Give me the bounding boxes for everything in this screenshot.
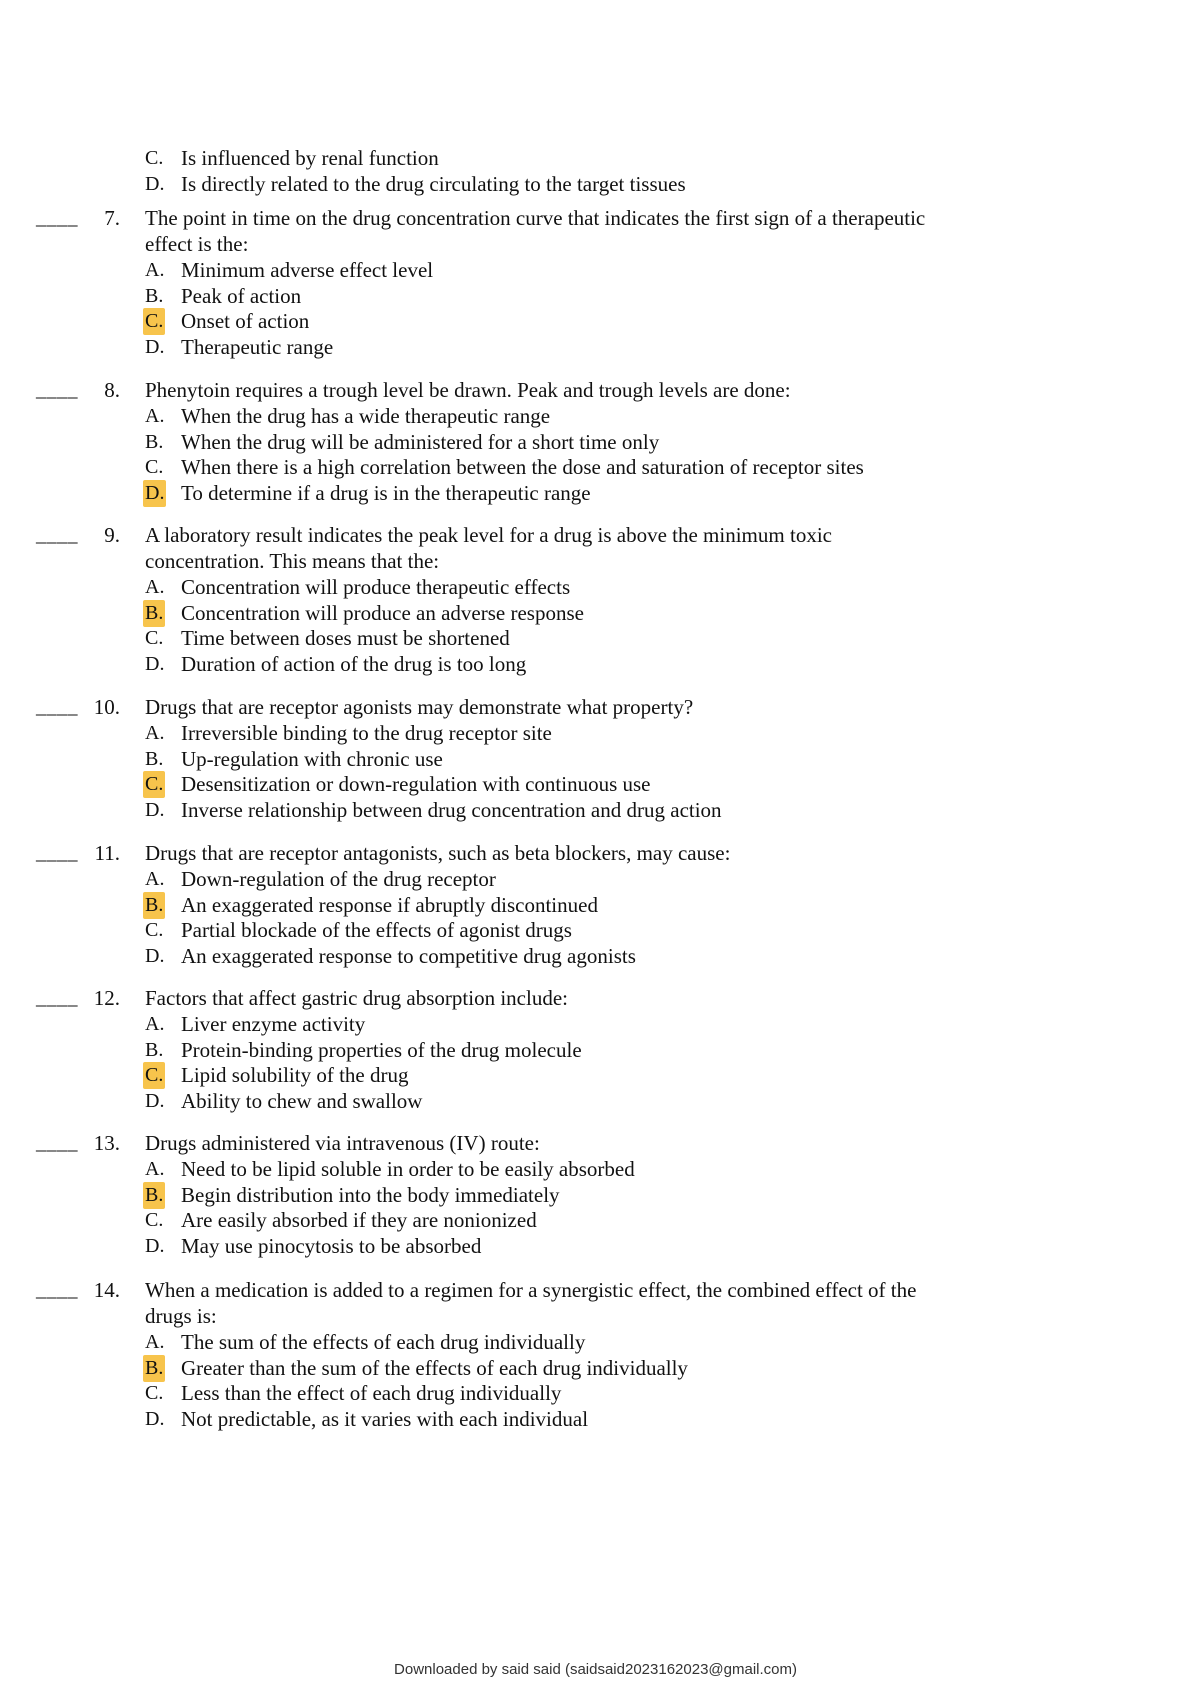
question-text: A laboratory result indicates the peak level for a drug is above the minimum toxic	[145, 523, 832, 547]
option-text: May use pinocytosis to be absorbed	[181, 1233, 482, 1258]
option-text: Lipid solubility of the drug	[181, 1063, 409, 1088]
option-text: To determine if a drug is in the therapeutic range	[181, 480, 591, 505]
option-letter: A.	[145, 1013, 165, 1035]
option-text: Liver enzyme activity	[181, 1012, 366, 1036]
option-text: Desensitization or down-regulation with continuous use	[181, 772, 651, 797]
option-text: Begin distribution into the body immediately	[181, 1182, 560, 1207]
option-text: Peak of action	[181, 283, 302, 308]
question-number: 8.	[104, 378, 120, 402]
question-number: 13.	[93, 1131, 120, 1155]
option-text: Ability to chew and swallow	[181, 1088, 423, 1113]
answer-blank: ____	[36, 696, 78, 718]
question-number: 10.	[93, 695, 120, 719]
option-item	[0, 257, 1191, 285]
option-letter: C.	[145, 456, 164, 479]
option-item	[0, 720, 1191, 748]
option-item	[0, 746, 1191, 774]
option-item	[0, 866, 1191, 894]
option-letter: D.	[145, 798, 165, 821]
option-text: Onset of action	[181, 309, 310, 334]
option-text: Less than the effect of each drug individually	[181, 1381, 562, 1406]
option-text: Protein-binding properties of the drug molecule	[181, 1037, 582, 1062]
question-number: 11.	[94, 841, 120, 865]
question-text: The point in time on the drug concentration curve that indicates the first sign of a therapeutic	[145, 206, 926, 230]
answer-blank: ____	[36, 1132, 78, 1154]
answer-blank: ____	[36, 379, 78, 401]
question-text: Drugs that are receptor agonists may demonstrate what property?	[145, 695, 694, 719]
option-letter: A.	[145, 868, 165, 890]
answer-blank: ____	[36, 524, 78, 546]
option-letter: A.	[145, 259, 165, 281]
option-text: Concentration will produce an adverse response	[181, 600, 584, 625]
option-item	[0, 1380, 1191, 1408]
option-item	[0, 1062, 1191, 1090]
option-text: An exaggerated response if abruptly discontinued	[181, 892, 598, 917]
answer-blank: ____	[36, 1279, 78, 1301]
option-letter: D.	[145, 335, 165, 358]
option-letter: A.	[145, 1331, 165, 1353]
question-text: Drugs that are receptor antagonists, such as beta blockers, may cause:	[145, 841, 731, 865]
option-letter: D.	[145, 1089, 165, 1112]
option-item	[0, 600, 1191, 628]
option-text: Up-regulation with chronic use	[181, 746, 443, 771]
option-letter: D.	[145, 173, 165, 195]
option-item	[0, 1355, 1191, 1383]
option-text: Inverse relationship between drug concentration and drug action	[181, 797, 722, 822]
option-letter: C.	[145, 147, 164, 169]
answer-blank: ____	[36, 842, 78, 864]
option-item	[0, 943, 1191, 971]
answer-blank: ____	[36, 987, 78, 1009]
option-item	[0, 171, 1191, 199]
option-letter: D.	[145, 944, 165, 967]
option-letter: D.	[145, 1234, 165, 1257]
option-letter: C.	[145, 1382, 164, 1405]
option-item	[0, 1182, 1191, 1210]
question-text: effect is the:	[145, 232, 249, 256]
option-item	[0, 1011, 1191, 1039]
option-item	[0, 1088, 1191, 1116]
option-text: The sum of the effects of each drug individually	[181, 1330, 586, 1354]
question-text: Phenytoin requires a trough level be drawn. Peak and trough levels are done:	[145, 378, 791, 402]
option-letter: A.	[145, 722, 165, 744]
option-item	[0, 454, 1191, 482]
answer-blank: ____	[36, 207, 78, 229]
option-text: Is influenced by renal function	[181, 146, 439, 170]
option-text: Greater than the sum of the effects of each drug individually	[181, 1355, 688, 1380]
option-item	[0, 892, 1191, 920]
option-letter: A.	[145, 1158, 165, 1180]
option-item	[0, 797, 1191, 825]
option-text: Minimum adverse effect level	[181, 258, 434, 282]
option-letter: C.	[145, 627, 164, 650]
option-letter: A.	[145, 405, 165, 427]
option-item	[0, 917, 1191, 945]
question-text: concentration. This means that the:	[145, 549, 440, 573]
highlighted-answer-letter: B.	[143, 600, 165, 627]
question-number: 14.	[93, 1278, 120, 1302]
question-number: 9.	[104, 523, 120, 547]
highlighted-answer-letter: C.	[143, 1062, 165, 1089]
option-text: When there is a high correlation between the dose and saturation of receptor sites	[181, 455, 864, 480]
highlighted-answer-letter: C.	[143, 771, 165, 798]
option-letter: D.	[145, 652, 165, 675]
highlighted-answer-letter: D.	[143, 480, 166, 507]
option-item	[0, 1329, 1191, 1357]
option-text: Partial blockade of the effects of agonist drugs	[181, 918, 572, 943]
option-item	[0, 334, 1191, 362]
highlighted-answer-letter: C.	[143, 308, 165, 335]
option-item	[0, 574, 1191, 602]
option-letter: C.	[145, 1209, 164, 1232]
option-text: When the drug has a wide therapeutic range	[181, 404, 551, 428]
option-text: Down-regulation of the drug receptor	[181, 867, 496, 891]
option-text: Irreversible binding to the drug receptor site	[181, 721, 552, 745]
question-text: drugs is:	[145, 1304, 217, 1328]
highlighted-answer-letter: B.	[143, 1182, 165, 1209]
question-number: 12.	[93, 986, 120, 1010]
option-item	[0, 1037, 1191, 1065]
option-item	[0, 145, 1191, 173]
option-text: Need to be lipid soluble in order to be easily absorbed	[181, 1157, 635, 1181]
highlighted-answer-letter: B.	[143, 892, 165, 919]
option-item	[0, 429, 1191, 457]
option-text: Is directly related to the drug circulating to the target tissues	[181, 172, 686, 196]
question-text: Factors that affect gastric drug absorption include:	[145, 986, 568, 1010]
option-letter: B.	[145, 284, 164, 307]
option-letter: B.	[145, 747, 164, 770]
option-item	[0, 651, 1191, 679]
option-letter: C.	[145, 919, 164, 942]
option-item	[0, 1233, 1191, 1261]
option-item	[0, 480, 1191, 508]
option-text: When the drug will be administered for a short time only	[181, 429, 660, 454]
option-text: Duration of action of the drug is too long	[181, 651, 527, 676]
option-letter: A.	[145, 576, 165, 598]
option-item	[0, 771, 1191, 799]
option-item	[0, 625, 1191, 653]
option-item	[0, 308, 1191, 336]
option-text: An exaggerated response to competitive drug agonists	[181, 943, 636, 968]
question-text: When a medication is added to a regimen for a synergistic effect, the combined effect of the	[145, 1278, 917, 1302]
question-number: 7.	[104, 206, 120, 230]
option-item	[0, 1406, 1191, 1434]
option-letter: B.	[145, 1038, 164, 1061]
option-item	[0, 1156, 1191, 1184]
download-footer: Downloaded by said said (saidsaid2023162023@gmail.com)	[394, 1661, 797, 1678]
option-text: Not predictable, as it varies with each individual	[181, 1406, 589, 1431]
option-item	[0, 1207, 1191, 1235]
option-letter: B.	[145, 430, 164, 453]
option-text: Concentration will produce therapeutic effects	[181, 575, 571, 599]
option-text: Therapeutic range	[181, 334, 334, 359]
option-item	[0, 283, 1191, 311]
highlighted-answer-letter: B.	[143, 1355, 165, 1382]
question-text: Drugs administered via intravenous (IV) route:	[145, 1131, 540, 1155]
option-letter: D.	[145, 1407, 165, 1430]
option-text: Time between doses must be shortened	[181, 626, 510, 651]
option-item	[0, 403, 1191, 431]
option-text: Are easily absorbed if they are nonionized	[181, 1208, 537, 1233]
